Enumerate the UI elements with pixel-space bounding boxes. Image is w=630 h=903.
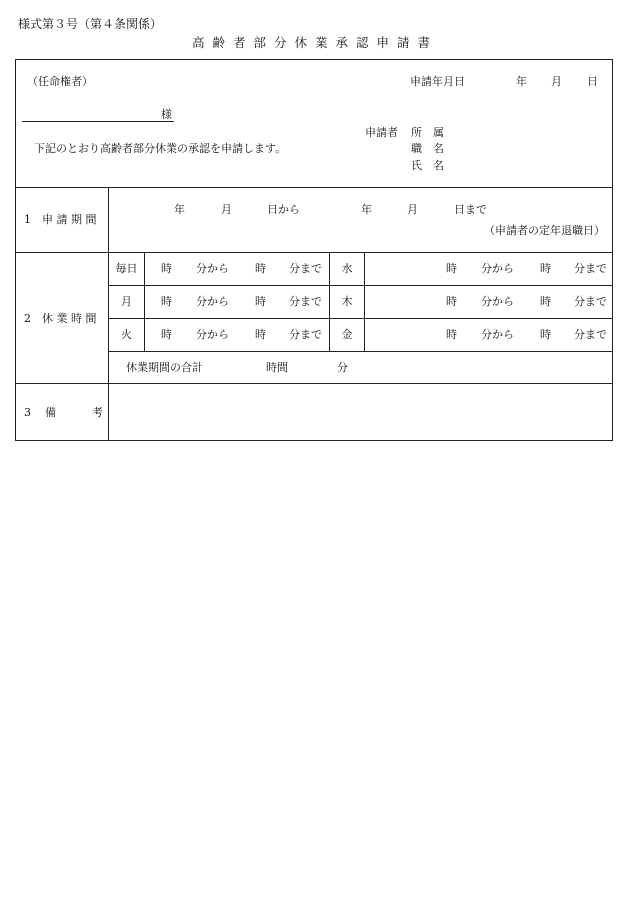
period-start-month: 月 <box>221 203 232 216</box>
honorific: 様 <box>161 108 172 121</box>
day-label-wednesday: 水 <box>341 262 353 275</box>
position-label: 職 名 <box>411 142 444 155</box>
day-label-daily: 毎日 <box>115 262 138 275</box>
row-divider <box>15 383 613 384</box>
column-divider <box>108 187 109 441</box>
remarks-label: 備 <box>45 406 56 419</box>
remarks-label: 考 <box>92 406 103 419</box>
time-hour: 時 <box>540 328 551 341</box>
time-from: 分から <box>481 295 514 308</box>
time-to: 分まで <box>574 295 607 308</box>
column-divider <box>364 252 365 351</box>
authority-name-line <box>22 121 174 122</box>
time-hour: 時 <box>446 262 457 275</box>
row-divider <box>15 187 613 188</box>
date-day: 日 <box>587 75 598 88</box>
period-end-month: 月 <box>407 203 418 216</box>
row-divider <box>108 351 613 352</box>
row-divider <box>108 318 613 319</box>
time-to: 分まで <box>574 262 607 275</box>
period-note: （申請者の定年退職日） <box>484 224 605 237</box>
time-hour: 時 <box>161 328 172 341</box>
time-hour: 時 <box>446 328 457 341</box>
time-to: 分まで <box>574 328 607 341</box>
remarks-label-number: 3 <box>24 406 31 419</box>
day-label-tuesday: 火 <box>121 328 132 341</box>
day-label-monday: 月 <box>121 295 132 308</box>
application-date-label: 申請年月日 <box>410 75 465 88</box>
time-to: 分まで <box>289 295 322 308</box>
time-hour: 時 <box>540 295 551 308</box>
date-year: 年 <box>516 75 527 88</box>
period-label: 1 申 請 期 間 <box>24 213 97 226</box>
application-statement: 下記のとおり高齢者部分休業の承認を申請します。 <box>34 142 287 155</box>
row-divider <box>15 252 613 253</box>
date-month: 月 <box>551 75 562 88</box>
period-end-year: 年 <box>361 203 372 216</box>
time-to: 分まで <box>289 262 322 275</box>
time-hour: 時 <box>255 328 266 341</box>
time-hour: 時 <box>446 295 457 308</box>
name-label: 氏 名 <box>411 159 444 172</box>
total-hours: 時間 <box>266 361 288 374</box>
authority-label: （任命権者） <box>27 75 93 88</box>
total-minutes: 分 <box>337 361 348 374</box>
period-to: 日まで <box>454 203 487 216</box>
time-hour: 時 <box>161 262 172 275</box>
day-label-thursday: 木 <box>341 295 353 308</box>
total-label: 休業期間の合計 <box>126 361 203 374</box>
department-label: 所 属 <box>411 126 444 139</box>
time-from: 分から <box>481 262 514 275</box>
time-from: 分から <box>196 328 229 341</box>
document-title: 高齢者部分休業承認申請書 <box>191 35 438 50</box>
time-from: 分から <box>196 262 229 275</box>
time-to: 分まで <box>289 328 322 341</box>
period-start-year: 年 <box>174 203 185 216</box>
applicant-label: 申請者 <box>365 126 398 139</box>
time-hour: 時 <box>255 262 266 275</box>
time-hour: 時 <box>255 295 266 308</box>
form-number: 様式第３号（第４条関係） <box>18 17 163 31</box>
day-label-friday: 金 <box>341 328 353 341</box>
time-from: 分から <box>481 328 514 341</box>
row-divider <box>108 285 613 286</box>
time-hour: 時 <box>540 262 551 275</box>
period-from: 日から <box>267 203 300 216</box>
column-divider <box>144 252 145 351</box>
hours-label: 2 休 業 時 間 <box>24 312 97 325</box>
time-from: 分から <box>196 295 229 308</box>
time-hour: 時 <box>161 295 172 308</box>
